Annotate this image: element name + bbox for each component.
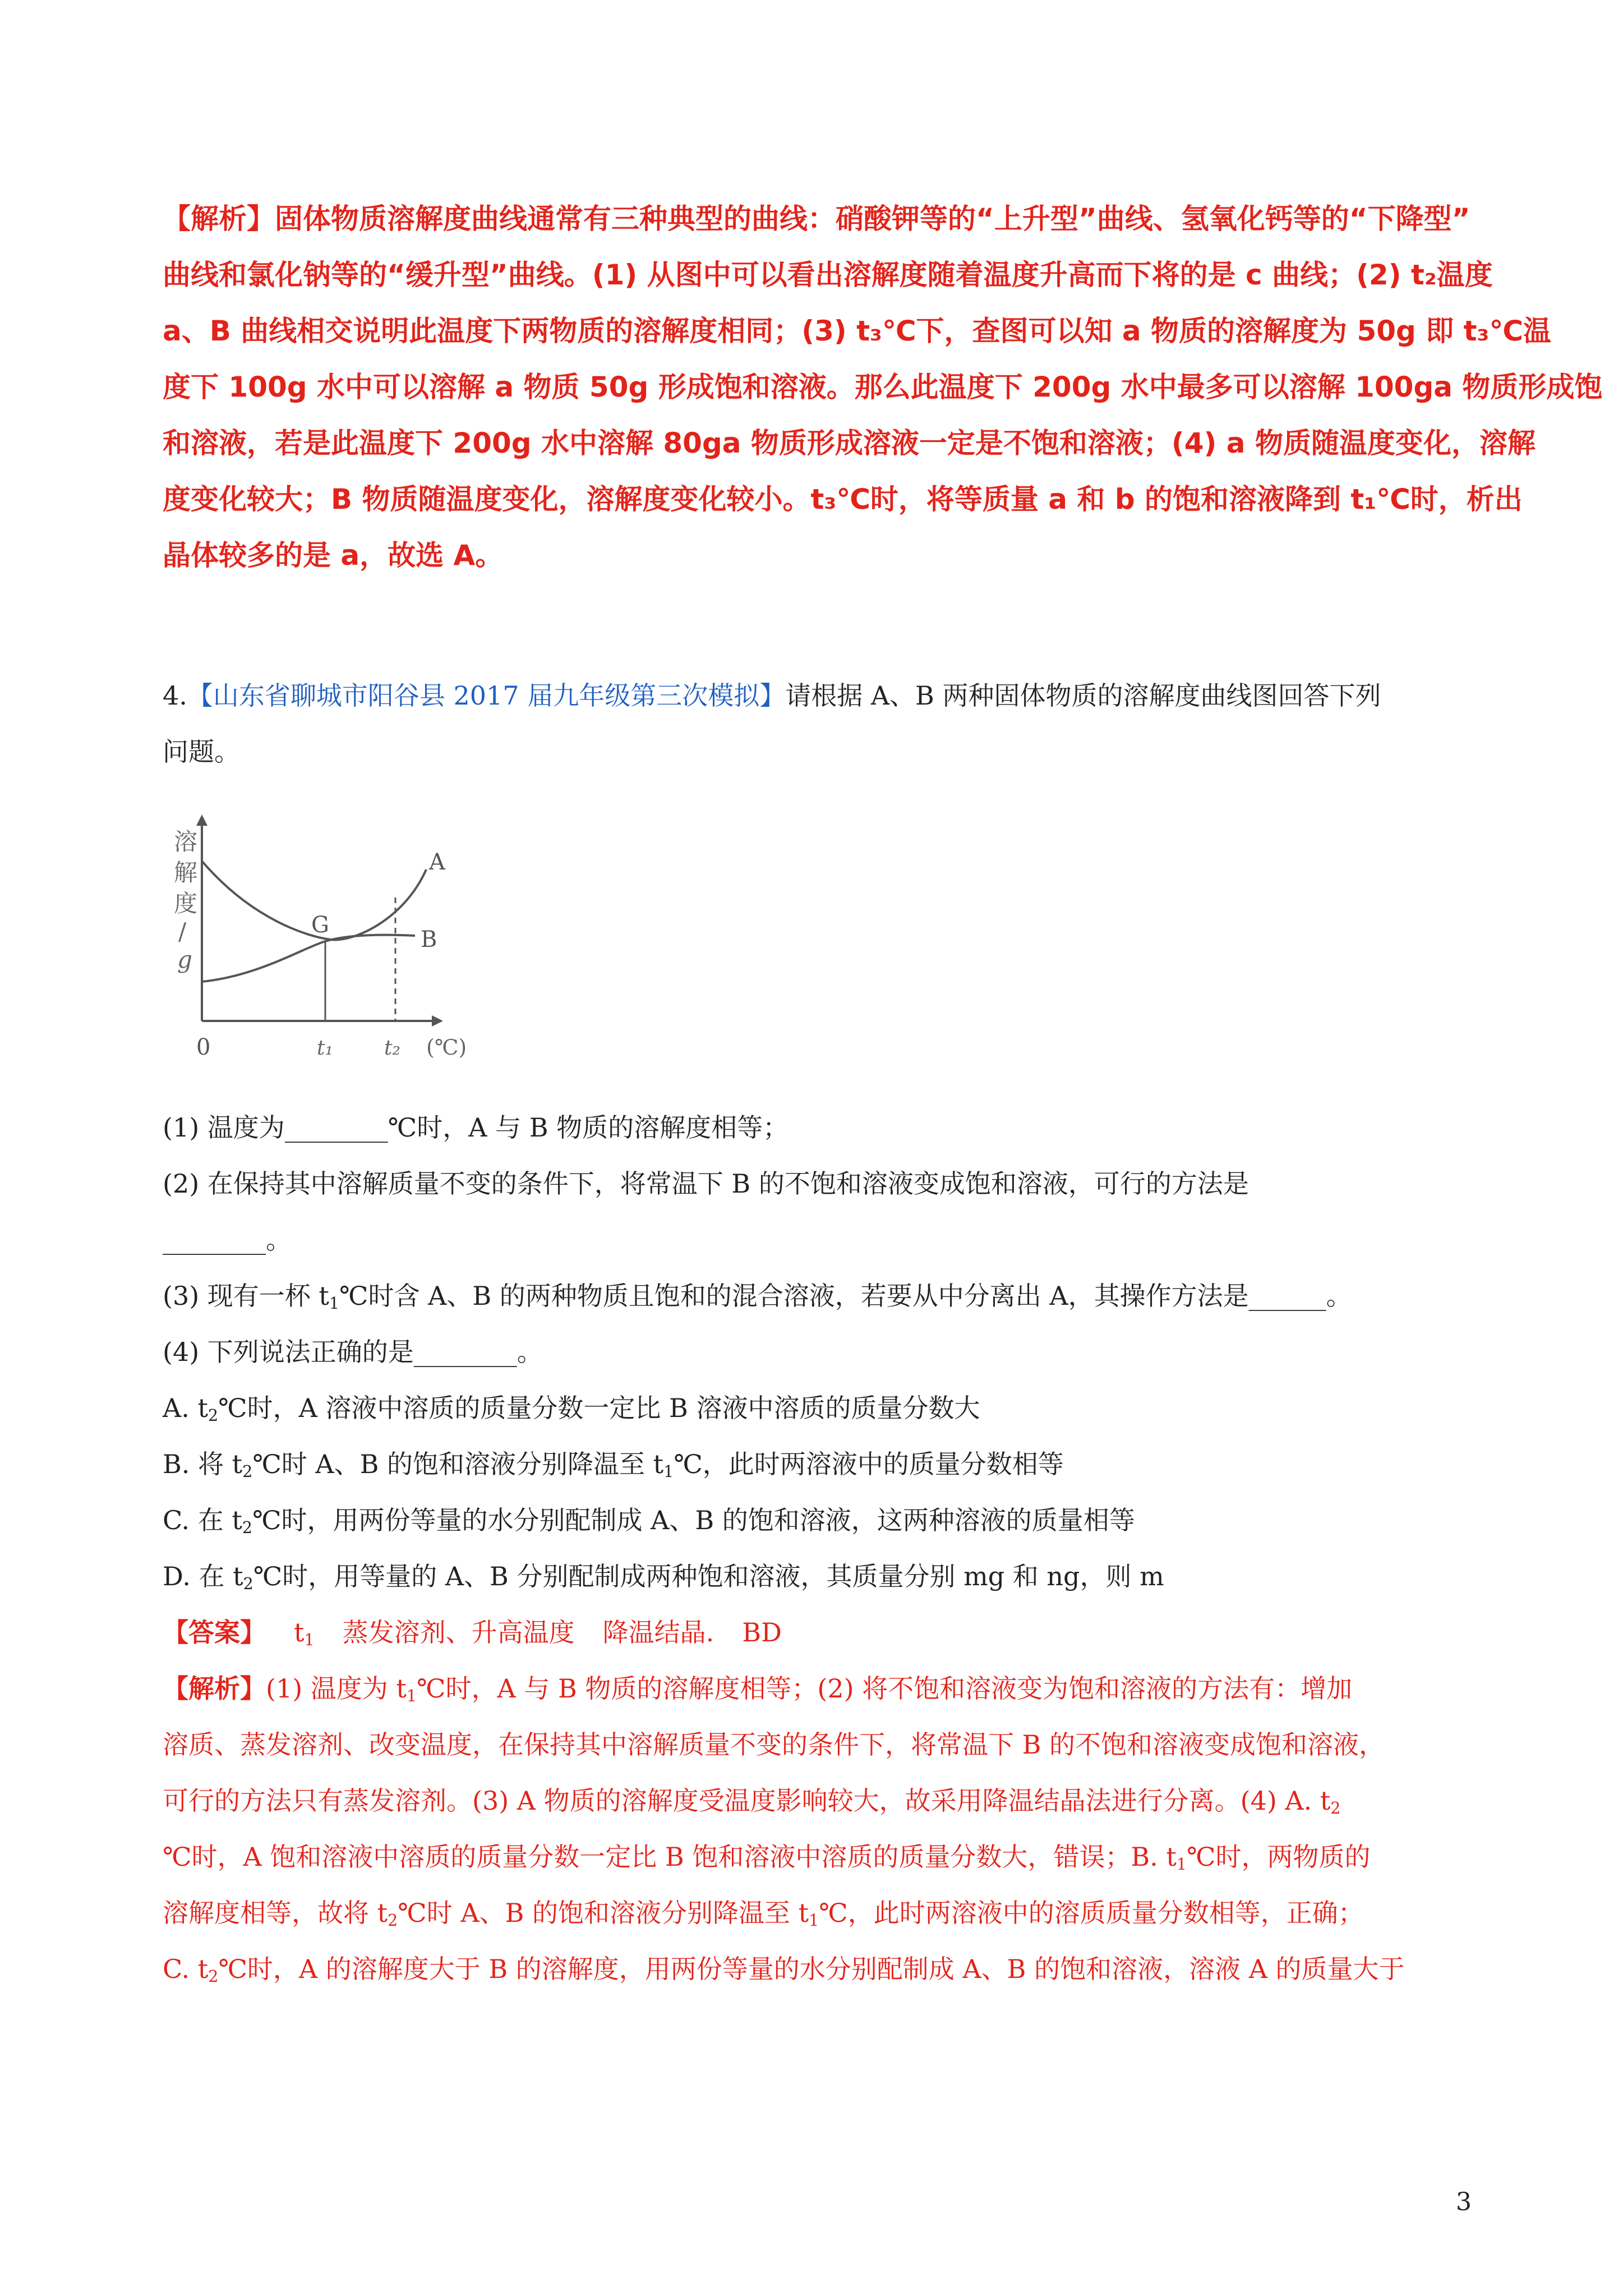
- tick-t2: t₂: [384, 1037, 400, 1060]
- sub-question-3: (3) 现有一杯 $t_1℃$时含 A、B 的两种物质且饱和的混合溶液，若要从中分离出 A，其操作方法是______。: [163, 1281, 1352, 1313]
- y-label-char-5: g: [177, 946, 192, 973]
- label-b: B: [421, 927, 437, 953]
- y-label-char-2: 解: [174, 859, 198, 886]
- analysis-block-2: [163, 1660, 1469, 1997]
- tick-t1: t₁: [317, 1037, 333, 1060]
- y-label-char-1: 溶: [174, 828, 198, 855]
- option-b: B. 将 $t_2℃$时 A、B 的饱和溶液分别降温至 $t_1℃$，此时两溶液中的质量分数相等: [163, 1449, 1064, 1481]
- y-label-char-3: 度: [174, 890, 198, 917]
- sub-question-1: (1) 温度为________℃时，A 与 B 物质的溶解度相等；: [163, 1112, 789, 1143]
- option-c: C. 在 $t_2℃$时，用两份等量的水分别配制成 A、B 的饱和溶液，这两种溶液的质量相等: [163, 1505, 1135, 1538]
- analysis-2-line-5: 溶解度相等，故将 $t_2℃$时 A、B 的饱和溶液分别降温至 $t_1℃$，此时两溶液中的溶质质量分数相等，正确；: [163, 1898, 1364, 1930]
- answer-block: [163, 1604, 1469, 1660]
- x-unit: (℃): [426, 1035, 467, 1060]
- option-a: A. $t_2℃$时，A 溶液中溶质的质量分数一定比 B 溶液中溶质的质量分数大: [163, 1393, 980, 1425]
- y-label-char-4: /: [178, 918, 187, 945]
- question-4-line-2: 问题。: [163, 737, 240, 767]
- analysis-1-line-2: 曲线和氯化钠等的“缓升型”曲线。(1) 从图中可以看出溶解度随着温度升高而下将的是 c 曲线；(2) t₂温度: [163, 259, 1493, 291]
- analysis-1-line-6: 度变化较大；B 物质随温度变化，溶解度变化较小。t₃℃时，将等质量 a 和 b 的饱和溶液降到 t₁℃时，析出: [163, 483, 1523, 516]
- answer-line: 【答案】 $t_1$ 蒸发溶剂、升高温度 降温结晶. BD: [163, 1617, 782, 1650]
- sub-question-4: (4) 下列说法正确的是________。: [163, 1337, 543, 1367]
- analysis-block-1: [163, 191, 1603, 583]
- analysis-2-line-2: 溶质、蒸发溶剂、改变温度，在保持其中溶解质量不变的条件下，将常温下 B 的不饱和溶液变成饱和溶液，: [163, 1729, 1385, 1760]
- label-a: A: [429, 849, 445, 875]
- analysis-2-line-1: 【解析】(1) 温度为 $t_1℃$时，A 与 B 物质的溶解度相等；(2) 将不饱和溶液变为饱和溶液的方法有：增加: [163, 1673, 1353, 1706]
- analysis-1-line-4: 度下 100g 水中可以溶解 a 物质 50g 形成饱和溶液。那么此温度下 200g 水中最多可以溶解 100ga 物质形成饱: [163, 371, 1603, 403]
- question-number: 4.: [163, 680, 187, 711]
- analysis-1-line-3: a、B 曲线相交说明此温度下两物质的溶解度相同；(3) t₃℃下，查图可以知 a 物质的溶解度为 50g 即 t₃℃温: [163, 315, 1551, 347]
- question-4-line-1: [163, 668, 1469, 724]
- answer-tag: 【答案】: [163, 1617, 266, 1648]
- label-g: G: [311, 912, 329, 938]
- solubility-curve-svg: [168, 808, 505, 1071]
- analysis-1-line-1: 【解析】固体物质溶解度曲线通常有三种典型的曲线：硝酸钾等的“上升型”曲线、氢氧化钙等的“下降型”: [163, 203, 1470, 235]
- analysis-1-line-7: 晶体较多的是 a，故选 A。: [163, 539, 504, 572]
- question-source: 【山东省聊城市阳谷县 2017 届九年级第三次模拟】: [187, 680, 786, 711]
- page-number: 3: [1456, 2188, 1472, 2216]
- analysis-2-tag: 【解析】: [163, 1673, 266, 1704]
- analysis-2-line-3: 可行的方法只有蒸发溶剂。(3) A 物质的溶解度受温度影响较大，故采用降温结晶法进行分离。(4) A. $t_2$: [163, 1786, 1341, 1818]
- analysis-1-line-5: 和溶液，若是此温度下 200g 水中溶解 80ga 物质形成溶液一定是不饱和溶液；(4) a 物质随温度变化，溶解: [163, 427, 1536, 459]
- sub-questions: [163, 1099, 1469, 1604]
- analysis-2-line-6: C. $t_2℃$时，A 的溶解度大于 B 的溶解度，用两份等量的水分别配制成 A、B 的饱和溶液，溶液 A 的质量大于: [163, 1954, 1405, 1986]
- analysis-2-line-4: ℃时，A 饱和溶液中溶质的质量分数一定比 B 饱和溶液中溶质的质量分数大，错误；B. $t_1℃$时，两物质的: [163, 1842, 1371, 1874]
- solubility-curve-figure: [168, 808, 505, 1071]
- analysis-1-tag: 【解析】: [163, 203, 275, 235]
- option-d: D. 在 $t_2℃$时，用等量的 A、B 分别配制成两种饱和溶液，其质量分别 mg 和 ng，则 m: [163, 1561, 1164, 1594]
- sub-question-2-line-1: (2) 在保持其中溶解质量不变的条件下，将常温下 B 的不饱和溶液变成饱和溶液，可行的方法是: [163, 1168, 1249, 1199]
- question-4: [163, 668, 1469, 780]
- origin-label: 0: [196, 1034, 211, 1060]
- sub-question-2-line-2: ________。: [163, 1225, 292, 1255]
- question-stem: 请根据 A、B 两种固体物质的溶解度曲线图回答下列: [785, 680, 1381, 711]
